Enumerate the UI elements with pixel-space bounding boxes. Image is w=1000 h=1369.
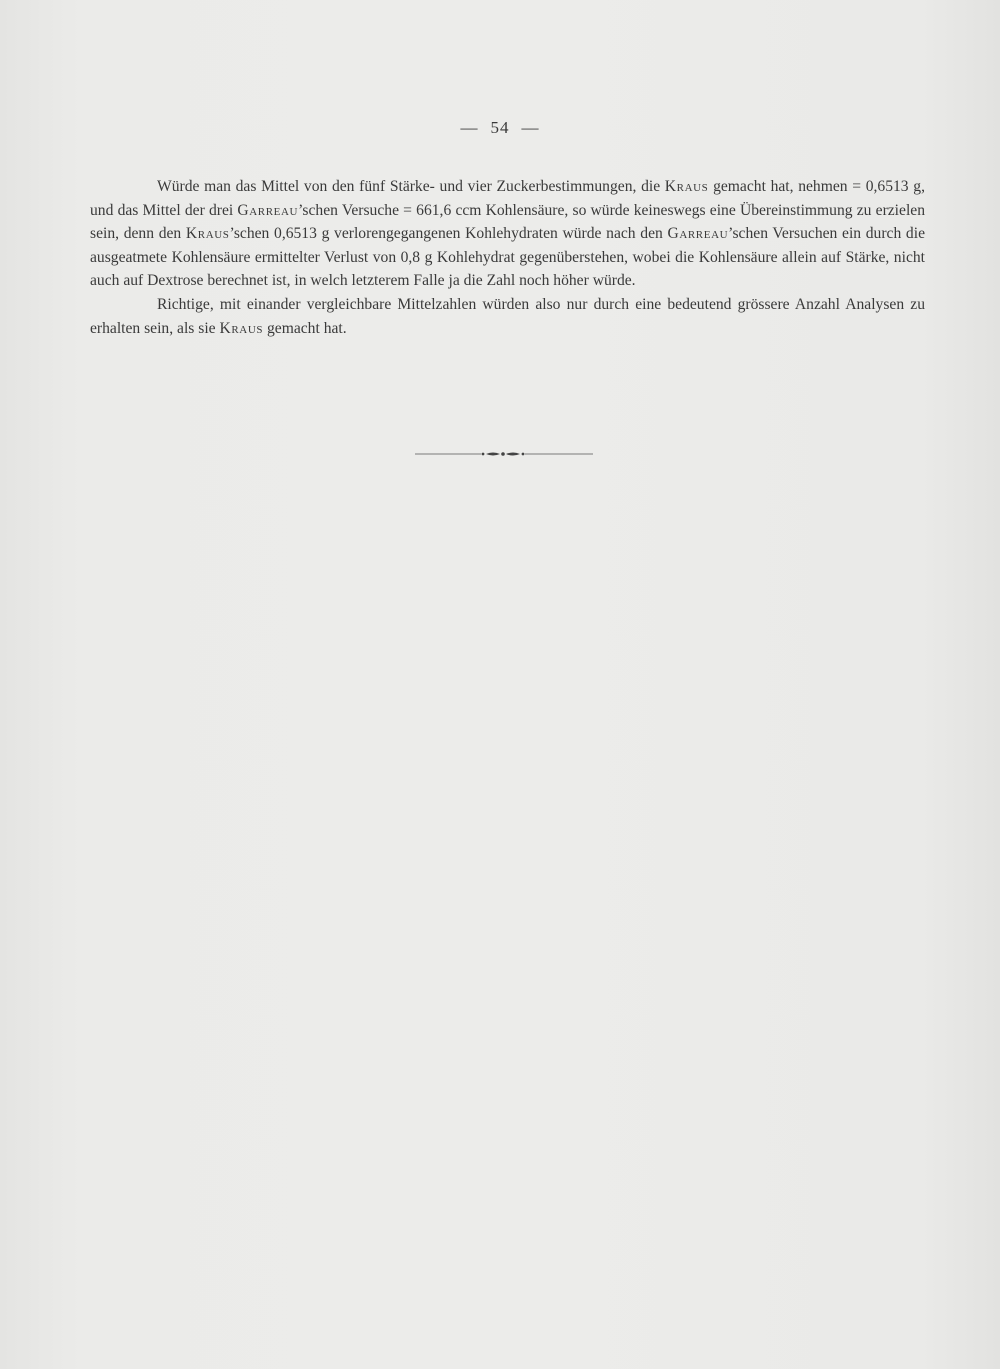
paragraph-1-text-2: gemacht hat, nehmen = 0,6513 g, und das Mittel der drei	[90, 178, 925, 219]
ornament-dot	[522, 453, 525, 456]
page-number: 54	[490, 118, 510, 137]
paragraph-2-text-2: gemacht hat.	[263, 319, 347, 337]
paragraph-1	[90, 175, 925, 293]
ornament-dot	[501, 452, 505, 456]
author-name-kraus: Kraus	[219, 319, 264, 337]
paragraph-1-text-3: ’schen Versuche = 661,6 ccm Kohlensäure, so würde keineswegs eine Übereinstimmung zu erzielen sein, denn den	[90, 201, 925, 243]
paragraph-2	[90, 293, 925, 340]
ornament-dot	[482, 453, 485, 456]
ornament-center	[486, 453, 500, 456]
header-dash-left: —	[460, 118, 479, 137]
section-end-ornament	[415, 450, 593, 458]
paragraph-1-text-1: Würde man das Mittel von den fünf Stärke- und vier Zuckerbestimmungen, die	[157, 178, 665, 195]
page-header	[0, 118, 1000, 138]
author-name-garreau: Garreau	[667, 225, 729, 243]
paragraph-1-text-5: ’schen Versuchen ein durch die ausgeatmete Kohlensäure ermittelter Verlust von 0,8 g Kohlehydrat gegenüberstehen, wobei die Kohlensäure allein auf Stärke, nicht auch auf Dextrose berechnet ist, in welch letzterem Falle ja die Zahl noch höher würde.	[90, 225, 925, 290]
author-name-kraus: Kraus	[185, 225, 230, 243]
ornament-center	[506, 453, 520, 456]
paragraph-2-text-1: Richtige, mit einander vergleichbare Mittelzahlen würden also nur durch eine bedeutend grössere Anzahl Analysen zu erhalten sein, als sie	[90, 295, 925, 337]
text-body	[90, 175, 925, 340]
paragraph-1-text-4: ’schen 0,6513 g verlorengegangenen Kohlehydraten würde nach den	[229, 225, 668, 243]
author-name-garreau: Garreau	[237, 201, 299, 219]
author-name-kraus: Kraus	[664, 178, 709, 195]
header-dash-right: —	[521, 118, 540, 137]
